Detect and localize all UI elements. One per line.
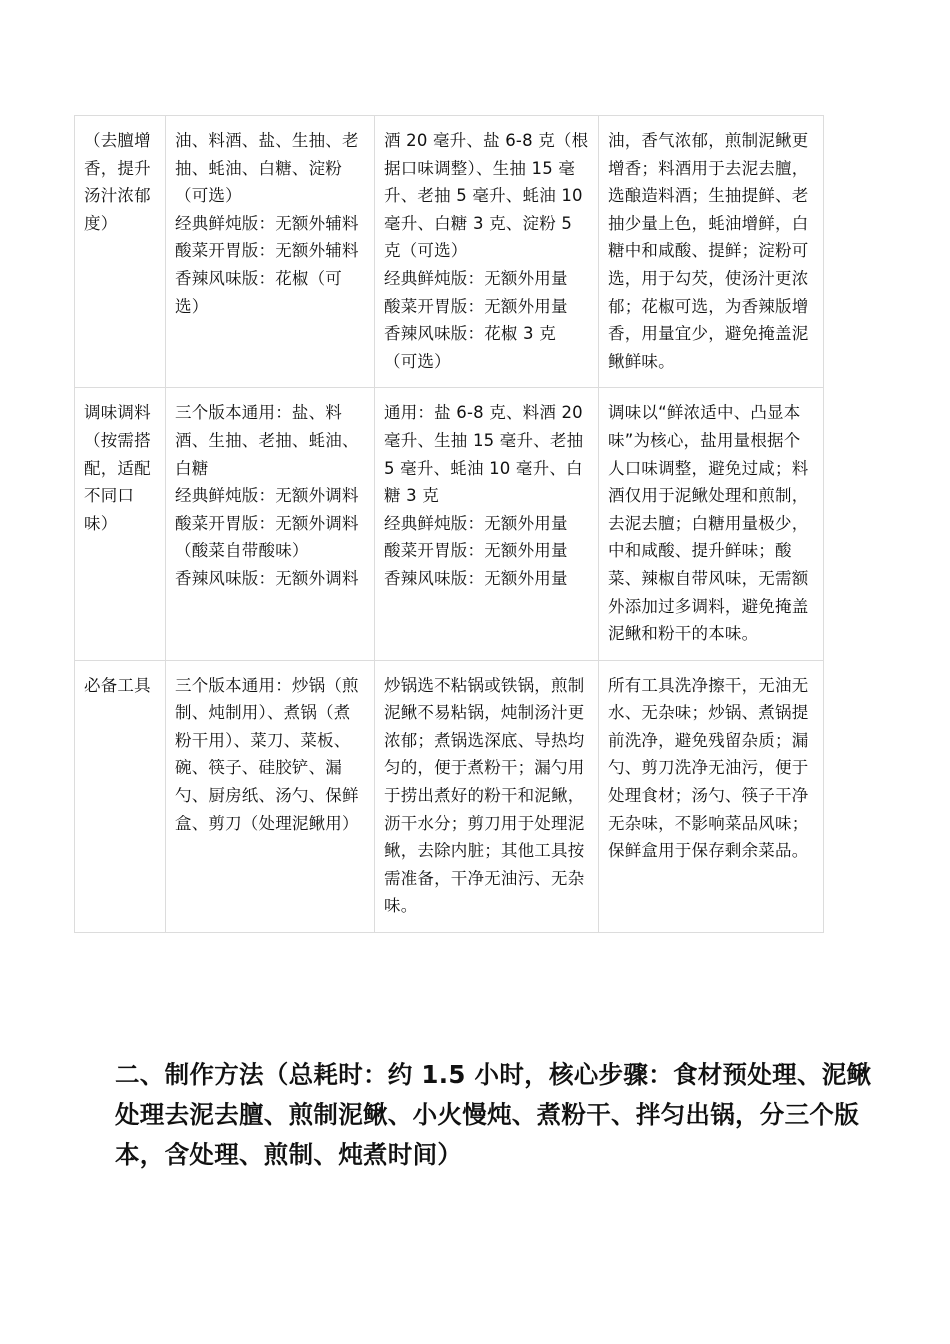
cell-line: 所有工具洗净擦干，无油无水、无杂味；炒锅、煮锅提前洗净，避免残留杂质；漏勺、剪刀洗净无油污，便于处理食材；汤勺、筷子干净无杂味，不影响菜品风味；保鲜盒用于保存剩余菜品。 (608, 675, 809, 861)
cell-line: 调味调料（按需搭配，适配不同口味） (84, 403, 151, 533)
table-row (75, 660, 824, 932)
cell-line: 酸菜开胃版：无额外用量 (384, 541, 568, 561)
cell-line: 通用：盐 6-8 克、料酒 20 毫升、生抽 15 毫升、老抽 5 毫升、蚝油 10 毫升、白糖 3 克 (384, 403, 589, 506)
cell-line: 炒锅选不粘锅或铁锅，煎制泥鳅不易粘锅，炖制汤汁更浓郁；煮锅选深底、导热均匀的，便于煮粉干；漏勺用于捞出煮好的粉干和泥鳅，沥干水分；剪刀用于处理泥鳅，去除内脏；其他工具按需准备，干净无油污、无杂味。 (384, 675, 585, 916)
notes-cell (599, 388, 824, 660)
cell-line: 香辣风味版：无额外调料 (175, 568, 359, 588)
item-cell (75, 660, 166, 932)
ingredients-table (74, 115, 824, 933)
cell-line: 三个版本通用：盐、料酒、生抽、老抽、蚝油、白糖 (175, 403, 359, 478)
quantity-cell (375, 660, 599, 932)
item-cell (75, 388, 166, 660)
quantity-cell (375, 116, 599, 388)
ingredients-cell (166, 660, 375, 932)
cell-line: 调味以“鲜浓适中、凸显本味”为核心，盐用量根据个人口味调整，避免过咸；料酒仅用于泥鳅处理和煎制，去泥去膻；白糖用量极少，中和咸酸、提升鲜味；酸菜、辣椒自带风味，无需额外添加过多调料，避免掩盖泥鳅和粉干的本味。 (608, 403, 809, 644)
cell-line: 油，香气浓郁，煎制泥鳅更增香；料酒用于去泥去膻，选酿造料酒；生抽提鲜、老抽少量上色，蚝油增鲜，白糖中和咸酸、提鲜；淀粉可选，用于勾芡，使汤汁更浓郁；花椒可选，为香辣版增香，用量宜少，避免掩盖泥鳅鲜味。 (608, 131, 809, 371)
notes-cell (599, 660, 824, 932)
table-row (75, 116, 824, 388)
section-heading: 二、制作方法（总耗时：约 1.5 小时，核心步骤：食材预处理、泥鳅处理去泥去膻、煎制泥鳅、小火慢炖、煮粉干、拌匀出锅，分三个版本，含处理、煎制、炖煮时间） (115, 1060, 872, 1169)
cell-line: 三个版本通用：炒锅（煎制、炖制用）、煮锅（煮粉干用）、菜刀、菜板、碗、筷子、硅胶铲、漏勺、厨房纸、汤勺、保鲜盒、剪刀（处理泥鳅用） (175, 675, 359, 833)
cell-line: 酸菜开胃版：无额外调料（酸菜自带酸味） (175, 513, 359, 561)
cell-line: （去膻增香，提升汤汁浓郁度） (84, 131, 151, 233)
cell-line: 经典鲜炖版：无额外辅料 (175, 213, 359, 233)
cell-line: 香辣风味版：花椒（可选） (175, 268, 342, 316)
cell-line: 酸菜开胃版：无额外用量 (384, 296, 568, 316)
cell-line: 经典鲜炖版：无额外用量 (384, 268, 568, 288)
cell-line: 经典鲜炖版：无额外调料 (175, 486, 359, 506)
cell-line: 必备工具 (84, 675, 151, 695)
cell-line: 酒 20 毫升、盐 6-8 克（根据口味调整）、生抽 15 毫升、老抽 5 毫升、蚝油 10 毫升、白糖 3 克、淀粉 5 克（可选） (384, 131, 589, 261)
ingredients-cell (166, 388, 375, 660)
quantity-cell (375, 388, 599, 660)
notes-cell (599, 116, 824, 388)
item-cell (75, 116, 166, 388)
cell-line: 香辣风味版：无额外用量 (384, 568, 568, 588)
cell-line: 香辣风味版：花椒 3 克（可选） (384, 324, 556, 371)
cell-line: 油、料酒、盐、生抽、老抽、蚝油、白糖、淀粉（可选） (175, 131, 359, 206)
table-row (75, 388, 824, 660)
cell-line: 经典鲜炖版：无额外用量 (384, 513, 568, 533)
ingredients-cell (166, 116, 375, 388)
cell-line: 酸菜开胃版：无额外辅料 (175, 241, 359, 261)
